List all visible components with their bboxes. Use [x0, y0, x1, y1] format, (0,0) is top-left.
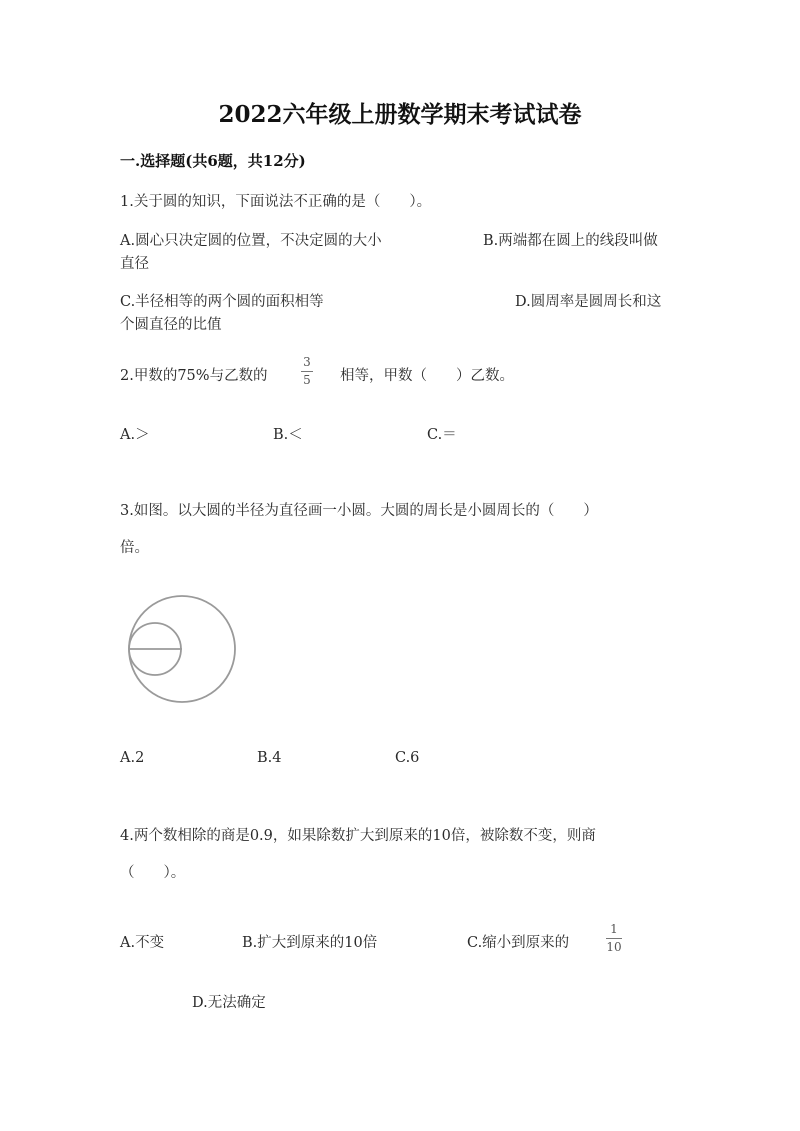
- fraction-numerator: 1: [610, 922, 618, 936]
- q4-fraction: [606, 923, 622, 954]
- fraction-bar: [301, 371, 313, 372]
- fraction-denominator: 5: [303, 373, 311, 387]
- q2-option-b: B.＜: [273, 427, 303, 443]
- q4-option-b: B.扩大到原来的10倍: [242, 935, 378, 951]
- q2-option-c: C.＝: [427, 427, 457, 443]
- q4-option-d: D.无法确定: [192, 995, 266, 1011]
- q2-stem-pre: 2.甲数的75%与乙数的: [120, 368, 268, 384]
- q1-option-b: B.两端都在圆上的线段叫做: [483, 233, 658, 249]
- q4-option-c: C.缩小到原来的: [467, 935, 570, 951]
- fraction-bar: [606, 938, 622, 939]
- q3-option-c: C.6: [395, 750, 420, 766]
- q1-stem: 1.关于圆的知识，下面说法不正确的是（ ）。: [120, 194, 432, 210]
- q1-option-a: A.圆心只决定圆的位置，不决定圆的大小: [120, 233, 382, 249]
- q1-option-c: C.半径相等的两个圆的面积相等: [120, 294, 324, 310]
- page-title: 2022六年级上册数学期末考试试卷: [218, 101, 582, 128]
- section-heading: 一.选择题(共6题，共12分): [120, 152, 306, 170]
- q2-stem-post: 相等，甲数（ ）乙数。: [340, 368, 514, 384]
- fraction-denominator: 10: [606, 940, 622, 954]
- q1-option-a-cont: 直径: [120, 256, 149, 272]
- q3-option-a: A.2: [120, 750, 145, 766]
- q4-stem-cont: （ ）。: [120, 865, 186, 881]
- q1-option-d-cont: 个圆直径的比值: [120, 317, 222, 333]
- q3-stem-cont: 倍。: [120, 540, 149, 556]
- q3-option-b: B.4: [257, 750, 282, 766]
- q2-fraction: [301, 356, 313, 387]
- q4-stem: 4.两个数相除的商是0.9，如果除数扩大到原来的10倍，被除数不变，则商: [120, 828, 596, 844]
- circle-figure: [122, 590, 240, 708]
- q3-stem: 3.如图。以大圆的半径为直径画一小圆。大圆的周长是小圆周长的（ ）: [120, 503, 598, 519]
- q1-option-d: D.圆周率是圆周长和这: [515, 294, 662, 310]
- q4-option-a: A.不变: [120, 935, 165, 951]
- fraction-numerator: 3: [303, 355, 311, 369]
- q2-option-a: A.＞: [120, 427, 150, 443]
